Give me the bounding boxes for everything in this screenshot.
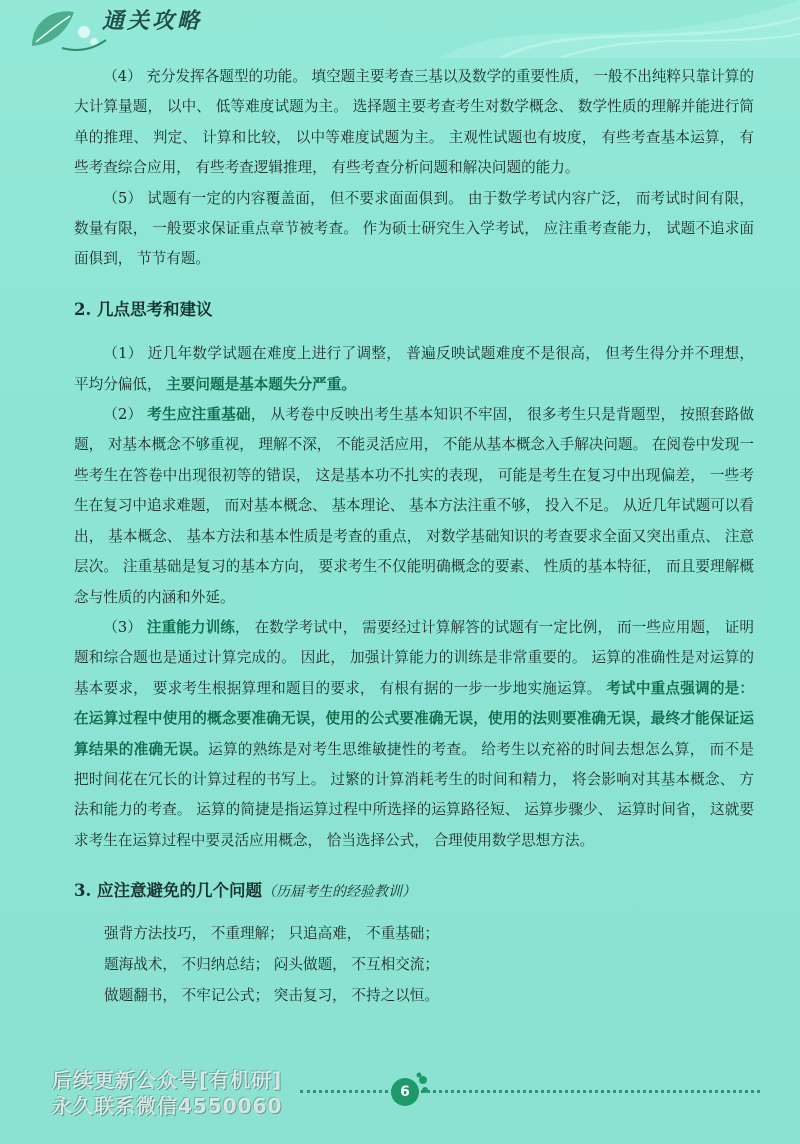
problem-line-3: 做题翻书， 不牢记公式； 突击复习， 不持之以恒。 [104,986,439,1004]
page-header [0,0,800,58]
highlight-text: 考生应注重基础 [147,406,251,424]
section-3-title-text: 3. 应注意避免的几个问题 [74,881,262,901]
problem-line-1: 强背方法技巧， 不重理解； 只追高难， 不重基础； [104,924,439,942]
problem-line-2: 题海战术， 不归纳总结； 闷头做题， 不互相交流； [104,955,439,973]
watermark-line-2: 永久联系微信4550060 [52,1094,283,1118]
header-title: 通关攻略 [102,9,203,34]
section-2-paragraph-3 [74,613,754,856]
paragraph-text: （1） 近几年数学试题在难度上进行了调整， 普遍反映试题难度不是很高， 但考生得分并不理想， 平均分偏低， [74,345,754,393]
paragraph-text: 运算的熟练是对考生思维敏捷性的考查。 给考生以充裕的时间去想怎么算， 而不是把时间花在冗长的计算过程的书写上。 过繁的计算消耗考生的时间和精力， 将会影响对其基本概念、 方法和能力的考查。 运算的简捷是指运算过程中所选择的运算路径短、 运算步骤少、 运算时间省， 这就要求考生在运算过程中要灵活应用概念， 恰当选择公式， 合理使用数学思想方法。 [74,740,754,849]
section-2-title: 2. 几点思考和建议 [74,299,213,319]
paragraph-item-5: （5） 试题有一定的内容覆盖面， 但不要求面面俱到。 由于数学考试内容广泛， 而考试时间有限， 数量有限， 一般要求保证重点章节被考查。 作为硕士研究生入学考试， 应注重考查能力， 试题不追求面面俱到， 节节有题。 [74,189,754,268]
paragraph-text: ， 从考卷中反映出考生基本知识不牢固， 很多考生只是背题型， 按照套路做题， 对基本概念不够重视， 理解不深， 不能灵活应用， 不能从基本概念入手解决问题。 在阅卷中发现一些考生在答卷中出现很初等的错误， 这是基本功不扎实的表现， 可能是考生在复习中出现偏差， 一些考生在复习中追求难题， 而对基本概念、 基本理论、 基本方法注重不够， 投入不足。 从近几年试题可以看出， 基本概念、 基本方法和基本性质是考查的重点， 对数学基础知识的考查要求全面又突出重点、 注意层次。 注重基础是复习的基本方向， 要求考生不仅能明确概念的要素、 性质的基本特征， 而且要理解概念与性质的内涵和外延。 [74,406,754,606]
page-number-badge [385,1072,429,1112]
paragraph-prefix: （3） [103,618,147,636]
main-content [74,62,754,1011]
paragraph-text: ， 在数学考试中， 需要经过计算解答的试题有一定比例， 而一些应用题， 证明题和综合题也是通过计算完成的。 因此， 加强计算能力的训练是非常重要的。 运算的准确性是对运算的基本要求， 要求考生根据算理和题目的要求， 有根有据的一步一步地实施运算。 [74,618,754,697]
paragraph-item-4: （4） 充分发挥各题型的功能。 填空题主要考查三基以及数学的重要性质， 一般不出纯粹只靠计算的大计算量题， 以中、 低等难度试题为主。 选择题主要考查考生对数学概念、 数学性质的理解并能进行简单的推理、 判定、 计算和比较， 以中等难度试题为主。 主观性试题也有坡度， 有些考查基本运算， 有些考查综合应用， 有些考查逻辑推理， 有些考查分析问题和解决问题的能力。 [74,68,754,177]
dotted-divider [300,1090,760,1097]
section-3-title [74,876,754,907]
watermark-line-1: 后续更新公众号[有机研] [52,1068,283,1092]
page-footer [0,1064,800,1144]
paragraph-prefix: （2） [103,406,148,424]
page-number: 6 [391,1078,419,1106]
highlight-text: 考试中重点强调的是：在运算过程中使用的概念要准确无误，使用的公式要准确无误，使用的法则要准确无误，最终才能保证运算结果的准确无误。 [74,679,754,758]
section-2-paragraph-1 [74,339,754,400]
header-swirl-decoration [440,0,800,58]
highlight-text: 注重能力训练 [146,618,236,636]
highlight-text: 主要问题是基本题失分严重。 [166,375,356,393]
leaf-icon [22,2,112,56]
section-3-subtitle: （历届考生的经验教训） [261,884,416,901]
section-2-paragraph-2 [74,400,754,613]
